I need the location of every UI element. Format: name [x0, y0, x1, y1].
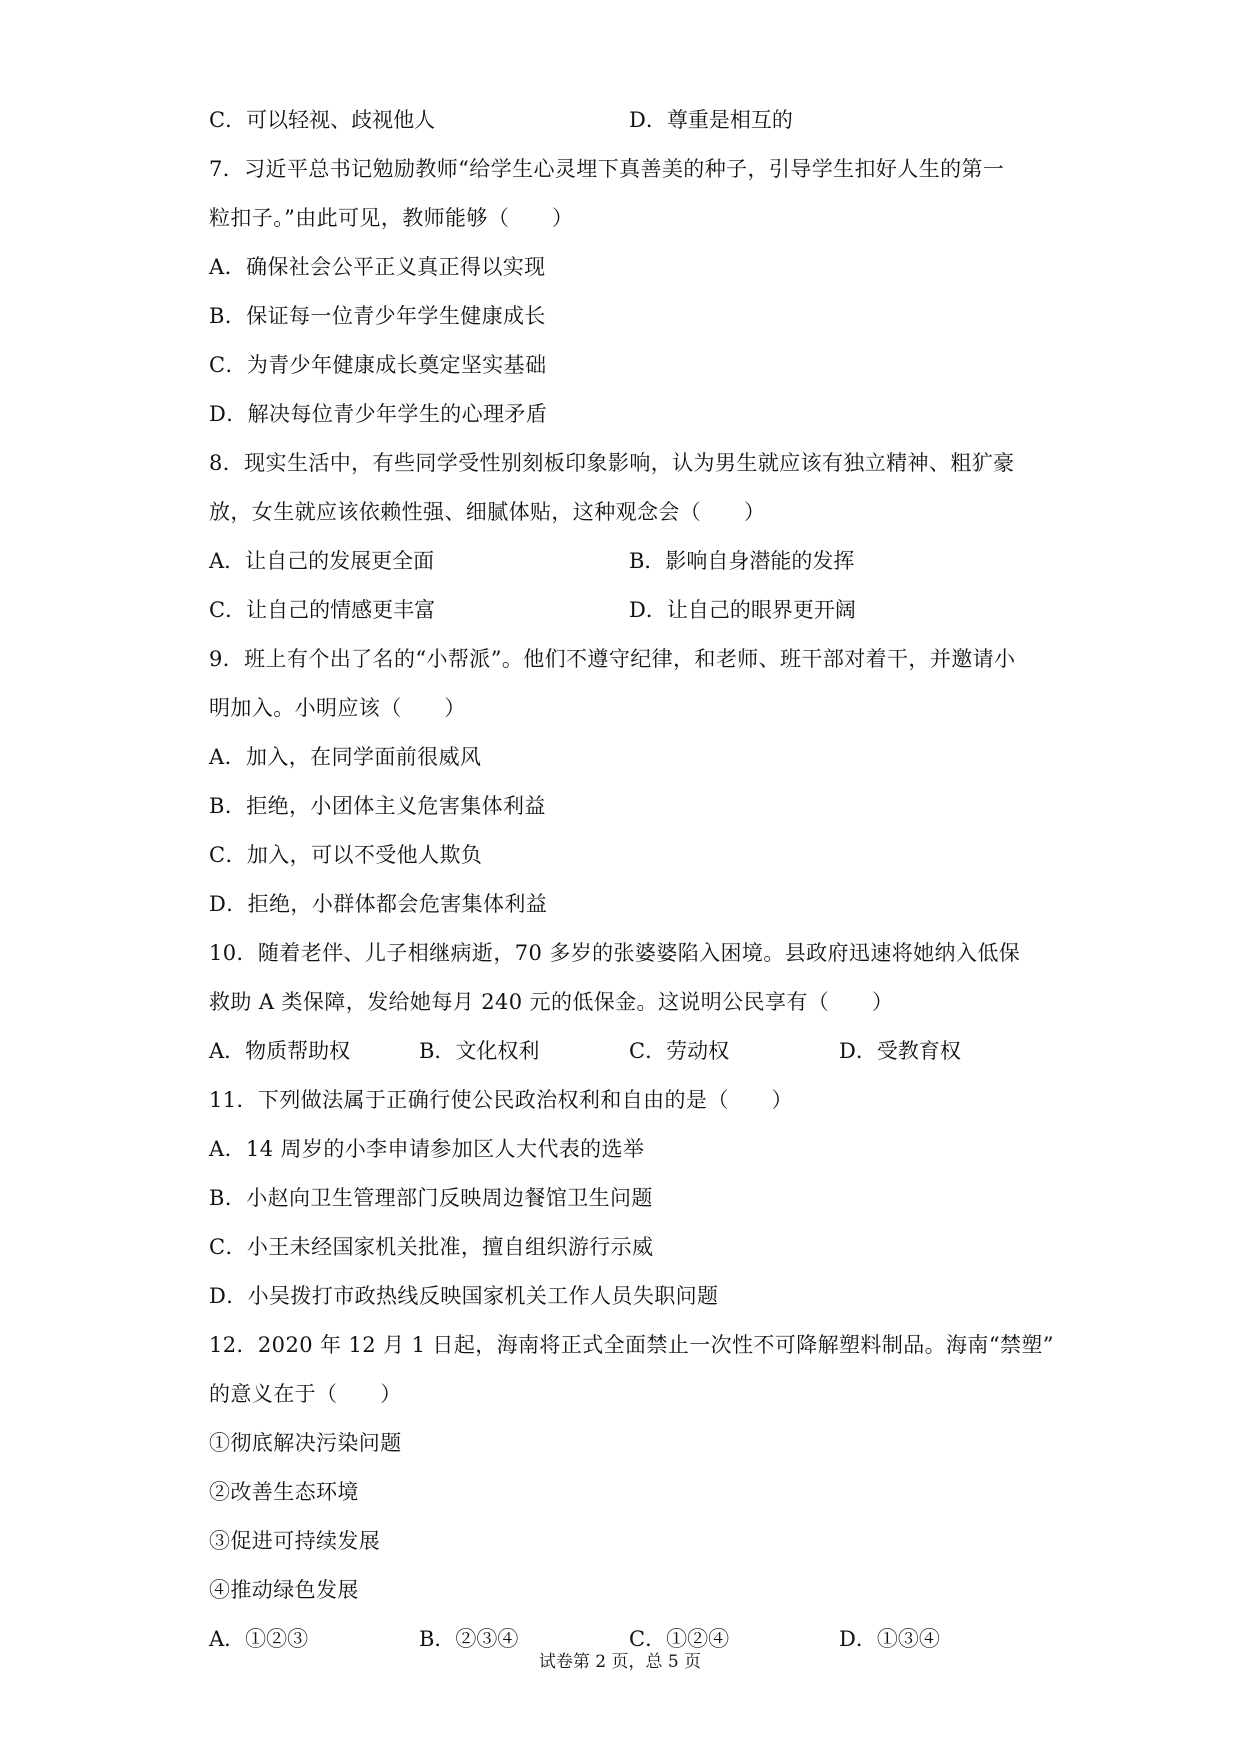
q12-stem-line1: 12．2020 年 12 月 1 日起，海南将正式全面禁止一次性不可降解塑料制品。海南“禁塑”	[209, 1333, 1054, 1357]
q12-item-3: ③促进可持续发展	[209, 1529, 381, 1553]
q7-stem-line1: 7．习近平总书记勉励教师“给学生心灵埋下真善美的种子，引导学生扣好人生的第一	[209, 157, 1005, 181]
q8-stem-line1: 8．现实生活中，有些同学受性别刻板印象影响，认为男生就应该有独立精神、粗犷豪	[209, 451, 1015, 475]
q12-option-b: B．②③④	[419, 1627, 519, 1651]
q12-stem-line2: 的意义在于（ ）	[209, 1382, 402, 1406]
q10-options	[209, 1027, 1049, 1076]
q7-option-b: B．保证每一位青少年学生健康成长	[209, 304, 546, 328]
q10-option-c: C．劳动权	[629, 1039, 730, 1063]
q10-option-b: B．文化权利	[419, 1039, 540, 1063]
page-footer: 试卷第 2 页，总 5 页	[538, 1652, 702, 1672]
q12-option-a: A．①②③	[209, 1627, 309, 1651]
q7-option-a: A．确保社会公平正义真正得以实现	[209, 255, 546, 279]
q9-option-a: A．加入，在同学面前很威风	[209, 745, 482, 769]
q12-option-c: C．①②④	[629, 1627, 730, 1651]
q6-option-d: D．尊重是相互的	[629, 108, 793, 132]
q12-item-1: ①彻底解决污染问题	[209, 1431, 402, 1455]
q11-stem-line1: 11．下列做法属于正确行使公民政治权利和自由的是（ ）	[209, 1088, 793, 1112]
q10-stem-line1: 10．随着老伴、儿子相继病逝，70 多岁的张婆婆陷入困境。县政府迅速将她纳入低保	[209, 941, 1021, 965]
q12-option-d: D．①③④	[839, 1627, 940, 1651]
q8-options-row1	[209, 537, 1049, 586]
q6-options	[209, 96, 1049, 145]
q11-option-a: A．14 周岁的小李申请参加区人大代表的选举	[209, 1137, 645, 1161]
q11-option-c: C．小王未经国家机关批准，擅自组织游行示威	[209, 1235, 654, 1259]
q8-stem-line2: 放，女生就应该依赖性强、细腻体贴，这种观念会（ ）	[209, 500, 766, 524]
q8-option-c: C．让自己的情感更丰富	[209, 598, 436, 622]
q9-stem-line2: 明加入。小明应该（ ）	[209, 696, 466, 720]
q10-stem-line2: 救助 A 类保障，发给她每月 240 元的低保金。这说明公民享有（ ）	[209, 990, 894, 1014]
question-list	[209, 96, 1054, 1664]
q8-options-row2	[209, 586, 1049, 635]
q7-option-d: D．解决每位青少年学生的心理矛盾	[209, 402, 548, 426]
q9-option-d: D．拒绝，小群体都会危害集体利益	[209, 892, 548, 916]
q10-option-d: D．受教育权	[839, 1039, 961, 1063]
q12-item-2: ②改善生态环境	[209, 1480, 359, 1504]
q10-option-a: A．物质帮助权	[209, 1039, 351, 1063]
q9-option-c: C．加入，可以不受他人欺负	[209, 843, 483, 867]
q8-option-a: A．让自己的发展更全面	[209, 549, 435, 573]
q8-option-b: B．影响自身潜能的发挥	[629, 549, 855, 573]
q8-option-d: D．让自己的眼界更开阔	[629, 598, 856, 622]
q7-stem-line2: 粒扣子。”由此可见，教师能够（ ）	[209, 206, 574, 230]
q9-option-b: B．拒绝，小团体主义危害集体利益	[209, 794, 546, 818]
q11-option-d: D．小吴拨打市政热线反映国家机关工作人员失职问题	[209, 1284, 719, 1308]
q12-item-4: ④推动绿色发展	[209, 1578, 359, 1602]
q6-option-c: C．可以轻视、歧视他人	[209, 108, 436, 132]
q11-option-b: B．小赵向卫生管理部门反映周边餐馆卫生问题	[209, 1186, 653, 1210]
q9-stem-line1: 9．班上有个出了名的“小帮派”。他们不遵守纪律，和老师、班干部对着干，并邀请小	[209, 647, 1016, 671]
q7-option-c: C．为青少年健康成长奠定坚实基础	[209, 353, 547, 377]
